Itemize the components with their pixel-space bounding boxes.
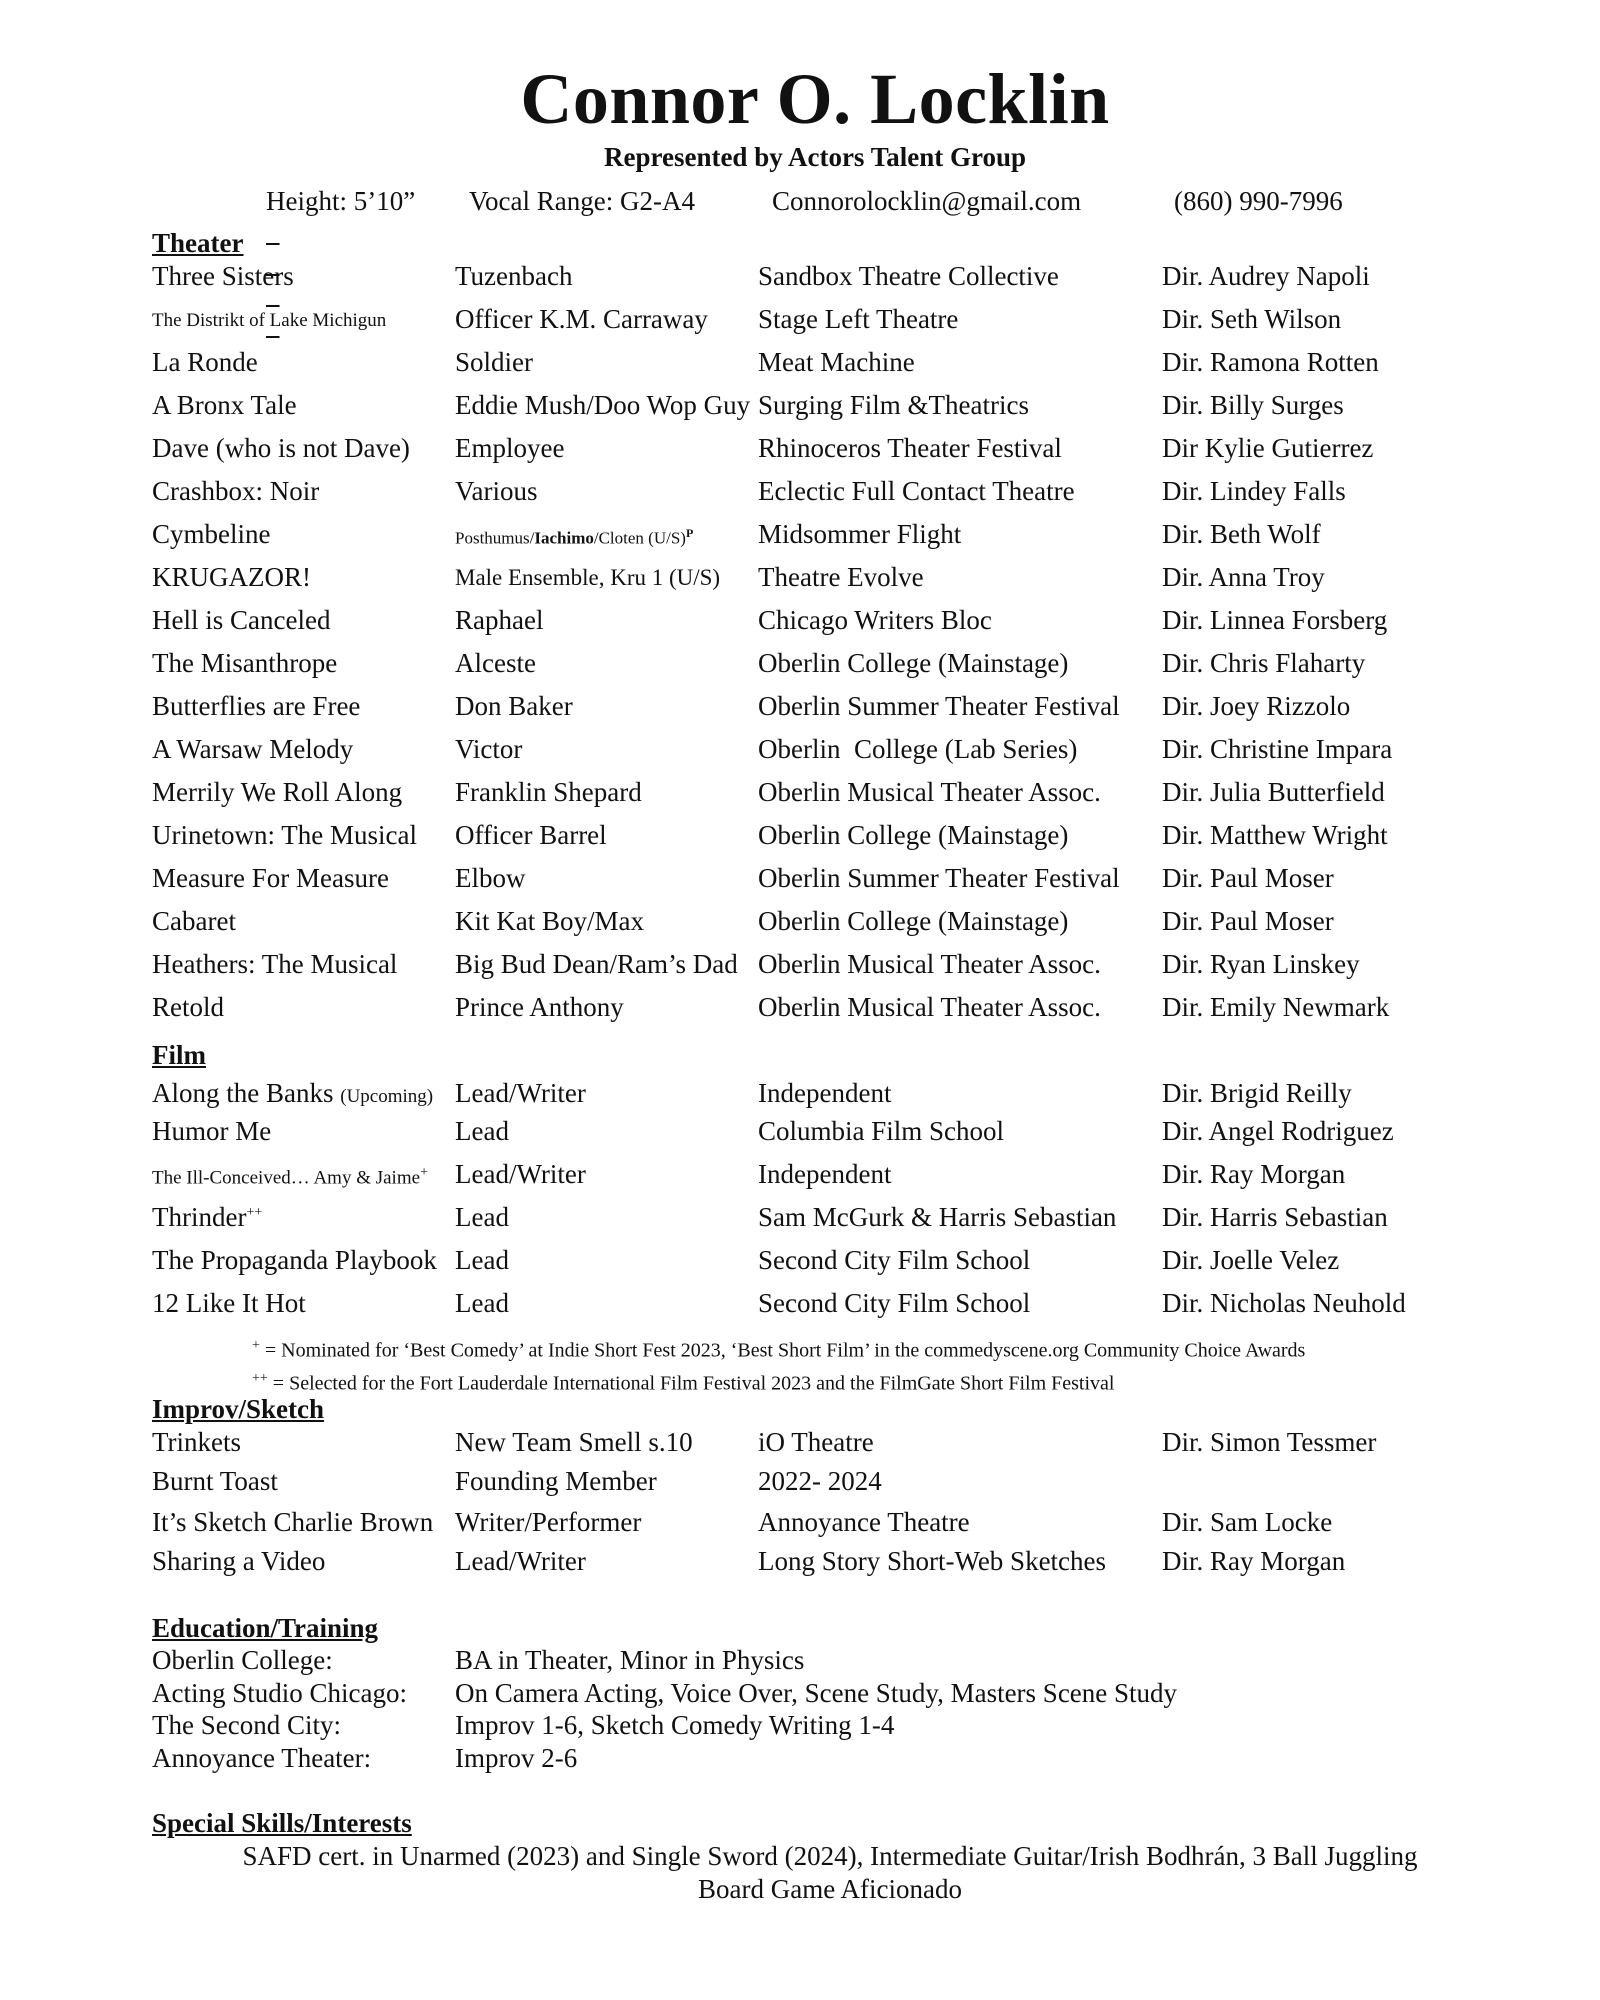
table-row bbox=[152, 691, 1452, 734]
training: On Camera Acting, Voice Over, Scene Study, Masters Scene Study bbox=[455, 1677, 1178, 1708]
company: Independent bbox=[758, 1159, 892, 1189]
role: Big Bud Dean/Ram’s Dad bbox=[455, 949, 738, 979]
table-row bbox=[152, 863, 1452, 906]
table-row bbox=[152, 1245, 1452, 1288]
table-row bbox=[152, 476, 1452, 519]
role: Founding Member bbox=[455, 1466, 657, 1496]
role: Lead bbox=[455, 1288, 509, 1318]
director: Dir. Emily Newmark bbox=[1162, 992, 1390, 1022]
role: Lead bbox=[455, 1116, 509, 1146]
training: Improv 2-6 bbox=[455, 1742, 578, 1773]
table-row bbox=[152, 820, 1452, 863]
table-row bbox=[152, 906, 1452, 949]
show: KRUGAZOR! bbox=[152, 562, 311, 592]
show-note: (Upcoming) bbox=[340, 1086, 434, 1107]
role: Male Ensemble, Kru 1 (U/S) bbox=[455, 565, 721, 590]
table-row bbox=[152, 1427, 1452, 1466]
footnote-mark: ++ bbox=[252, 1370, 268, 1386]
show: A Warsaw Melody bbox=[152, 734, 354, 764]
role: Writer/Performer bbox=[455, 1507, 642, 1537]
school: Acting Studio Chicago: bbox=[152, 1677, 407, 1708]
show: The Distrikt of Lake Michigun bbox=[152, 310, 387, 331]
director: Dir. Ramona Rotten bbox=[1162, 347, 1379, 377]
show: Butterflies are Free bbox=[152, 691, 361, 721]
director: Dir. Julia Butterfield bbox=[1162, 777, 1385, 807]
table-row bbox=[152, 261, 1452, 304]
show: Three Sisters bbox=[152, 261, 294, 291]
director: Dir. Sam Locke bbox=[1162, 1507, 1333, 1537]
company: Oberlin Musical Theater Assoc. bbox=[758, 949, 1101, 979]
table-row bbox=[152, 1202, 1452, 1245]
director: Dir. Brigid Reilly bbox=[1162, 1078, 1352, 1108]
company: Annoyance Theatre bbox=[758, 1507, 970, 1537]
table-row bbox=[152, 390, 1452, 433]
director: Dir. Anna Troy bbox=[1162, 562, 1325, 592]
role: Soldier bbox=[455, 347, 533, 377]
company: Columbia Film School bbox=[758, 1116, 1005, 1146]
director: Dir. Paul Moser bbox=[1162, 863, 1334, 893]
show: Urinetown: The Musical bbox=[152, 820, 417, 850]
director: Dir. Ray Morgan bbox=[1162, 1159, 1346, 1189]
director: Dir. Billy Surges bbox=[1162, 390, 1344, 420]
show: Sharing a Video bbox=[152, 1546, 326, 1576]
table-row bbox=[152, 1078, 1452, 1116]
film-table bbox=[152, 1078, 1452, 1331]
director: Dir. Audrey Napoli bbox=[1162, 261, 1370, 291]
table-row bbox=[152, 1116, 1452, 1159]
table-row bbox=[152, 949, 1452, 992]
role: Employee bbox=[455, 433, 565, 463]
representation: Represented by Actors Talent Group bbox=[603, 142, 1027, 172]
show: It’s Sketch Charlie Brown bbox=[152, 1507, 434, 1537]
show: Trinkets bbox=[152, 1427, 242, 1457]
school: Oberlin College: bbox=[152, 1645, 333, 1675]
director: Dir. Beth Wolf bbox=[1162, 519, 1321, 549]
show-title: Along the Banks bbox=[152, 1078, 334, 1108]
company: Second City Film School bbox=[758, 1245, 1031, 1275]
table-row bbox=[152, 605, 1452, 648]
theater-table bbox=[152, 261, 1452, 1035]
role: Various bbox=[455, 476, 538, 506]
improv-heading: Improv/Sketch bbox=[152, 1394, 325, 1424]
table-row bbox=[152, 304, 1452, 347]
role: Alceste bbox=[455, 648, 536, 678]
show: Cymbeline bbox=[152, 519, 271, 549]
company: Stage Left Theatre bbox=[758, 304, 959, 334]
theater-heading: Theater bbox=[152, 228, 244, 258]
company: Chicago Writers Bloc bbox=[758, 605, 992, 635]
company: Sandbox Theatre Collective bbox=[758, 261, 1059, 291]
role-part: Posthumus/ bbox=[455, 528, 535, 548]
phone: (860) 990-7996 bbox=[1174, 186, 1343, 216]
footnote bbox=[252, 1332, 1305, 1365]
show: Merrily We Roll Along bbox=[152, 777, 403, 807]
film-heading: Film bbox=[152, 1040, 206, 1070]
show: Humor Me bbox=[152, 1116, 272, 1146]
email: Connorolocklin@gmail.com bbox=[772, 186, 1082, 216]
footnote-mark: + bbox=[252, 1338, 260, 1353]
role: Elbow bbox=[455, 863, 526, 893]
table-row bbox=[152, 519, 1452, 562]
table-row bbox=[152, 1466, 1452, 1507]
director: Dir. Matthew Wright bbox=[1162, 820, 1388, 850]
show: The Misanthrope bbox=[152, 648, 338, 678]
director: Dir. Lindey Falls bbox=[1162, 476, 1346, 506]
director: Dir Kylie Gutierrez bbox=[1162, 433, 1374, 463]
director: Dir. Ray Morgan bbox=[1162, 1546, 1346, 1576]
role-part: /Cloten (U/S) bbox=[593, 528, 686, 548]
company: Oberlin Musical Theater Assoc. bbox=[758, 992, 1101, 1022]
role: Lead/Writer bbox=[455, 1078, 586, 1108]
improv-table bbox=[152, 1427, 1452, 1585]
director: Dir. Linnea Forsberg bbox=[1162, 605, 1388, 635]
director: Dir. Joey Rizzolo bbox=[1162, 691, 1351, 721]
show: Hell is Canceled bbox=[152, 605, 331, 635]
table-row bbox=[152, 1288, 1452, 1331]
actor-name: Connor O. Locklin bbox=[520, 59, 1110, 139]
show-superscript: + bbox=[420, 1165, 428, 1180]
show bbox=[152, 1165, 428, 1189]
role: Lead bbox=[455, 1245, 509, 1275]
training: BA in Theater, Minor in Physics bbox=[455, 1645, 805, 1675]
training: Improv 1-6, Sketch Comedy Writing 1-4 bbox=[455, 1710, 895, 1740]
height: Height: 5’10” bbox=[266, 186, 416, 216]
role: Victor bbox=[455, 734, 523, 764]
show-superscript: ++ bbox=[246, 1205, 263, 1220]
table-row bbox=[152, 562, 1452, 605]
table-row bbox=[152, 1546, 1452, 1585]
film-footnotes bbox=[252, 1332, 1305, 1397]
show bbox=[152, 1202, 262, 1233]
director: Dir. Angel Rodriguez bbox=[1162, 1116, 1394, 1146]
company: 2022- 2024 bbox=[758, 1466, 882, 1496]
table-row bbox=[152, 1159, 1452, 1202]
school: Annoyance Theater: bbox=[152, 1742, 372, 1773]
footnote-text: = Nominated for ‘Best Comedy’ at Indie Short Fest 2023, ‘Best Short Film’ in the commedyscene.org Community Choice Awards bbox=[259, 1339, 1306, 1362]
skills-heading: Special Skills/Interests bbox=[152, 1808, 412, 1838]
company: Oberlin College (Mainstage) bbox=[758, 648, 1069, 678]
role bbox=[455, 526, 693, 549]
table-row bbox=[152, 347, 1452, 390]
director: Dir. Simon Tessmer bbox=[1162, 1427, 1377, 1457]
company: Long Story Short-Web Sketches bbox=[758, 1546, 1107, 1576]
show: Crashbox: Noir bbox=[152, 476, 320, 506]
role: Tuzenbach bbox=[455, 261, 573, 291]
role: Lead/Writer bbox=[455, 1159, 586, 1189]
company: iO Theatre bbox=[758, 1427, 874, 1457]
show: La Ronde bbox=[152, 347, 258, 377]
show: Cabaret bbox=[152, 906, 236, 936]
role-part-bold: Iachimo bbox=[534, 528, 594, 548]
company: Rhinoceros Theater Festival bbox=[758, 433, 1062, 463]
company: Oberlin College (Mainstage) bbox=[758, 906, 1069, 936]
director: Dir. Nicholas Neuhold bbox=[1162, 1288, 1406, 1318]
footnote-text: = Selected for the Fort Lauderdale International Film Festival 2023 and the FilmGate Short Film Festival bbox=[267, 1372, 1115, 1395]
show: The Propaganda Playbook bbox=[152, 1245, 437, 1275]
company: Oberlin College (Lab Series) bbox=[758, 734, 1078, 764]
role: Officer Barrel bbox=[455, 820, 607, 850]
director: Dir. Joelle Velez bbox=[1162, 1245, 1340, 1275]
vocal-range: Vocal Range: G2-A4 bbox=[469, 186, 695, 216]
role: New Team Smell s.10 bbox=[455, 1427, 693, 1457]
show: Heathers: The Musical bbox=[152, 949, 398, 979]
company: Surging Film &Theatrics bbox=[758, 390, 1029, 420]
company: Meat Machine bbox=[758, 347, 915, 377]
role: Eddie Mush/Doo Wop Guy bbox=[455, 390, 751, 420]
show-title: The Ill-Conceived… Amy & Jaime bbox=[152, 1167, 421, 1189]
role: Raphael bbox=[455, 605, 544, 635]
director: Dir. Ryan Linskey bbox=[1162, 949, 1360, 979]
table-row bbox=[152, 433, 1452, 476]
table-row bbox=[152, 777, 1452, 820]
skills-line: Board Game Aficionado bbox=[698, 1874, 962, 1904]
director: Dir. Paul Moser bbox=[1162, 906, 1334, 936]
footnote bbox=[252, 1365, 1305, 1398]
company: Oberlin College (Mainstage) bbox=[758, 820, 1069, 850]
table-row bbox=[152, 648, 1452, 691]
show: Measure For Measure bbox=[152, 863, 389, 893]
education-heading: Education/Training bbox=[152, 1613, 379, 1643]
table-row bbox=[152, 1507, 1452, 1546]
skills-list bbox=[0, 1840, 1600, 1906]
company: Second City Film School bbox=[758, 1288, 1031, 1318]
show: Retold bbox=[152, 992, 224, 1022]
table-row bbox=[152, 734, 1452, 777]
show-title: Thrinder bbox=[152, 1202, 247, 1232]
role: Lead/Writer bbox=[455, 1546, 586, 1576]
show: 12 Like It Hot bbox=[152, 1288, 306, 1318]
role: Officer K.M. Carraway bbox=[455, 304, 708, 334]
company: Theatre Evolve bbox=[758, 562, 924, 592]
director: Dir. Chris Flaharty bbox=[1162, 648, 1366, 678]
role: Franklin Shepard bbox=[455, 777, 642, 807]
show: Burnt Toast bbox=[152, 1466, 278, 1496]
company: Midsommer Flight bbox=[758, 519, 962, 549]
skills-line: SAFD cert. in Unarmed (2023) and Single Sword (2024), Intermediate Guitar/Irish Bodhrán, 3 Ball Juggling bbox=[242, 1841, 1418, 1871]
school: The Second City: bbox=[152, 1710, 341, 1740]
company: Oberlin Summer Theater Festival bbox=[758, 691, 1120, 721]
role: Lead bbox=[455, 1202, 509, 1232]
director: Dir. Seth Wilson bbox=[1162, 304, 1342, 334]
role: Kit Kat Boy/Max bbox=[455, 906, 644, 936]
role-superscript: P bbox=[685, 526, 694, 540]
company: Oberlin Musical Theater Assoc. bbox=[758, 777, 1101, 807]
show: A Bronx Tale bbox=[152, 390, 297, 420]
company: Sam McGurk & Harris Sebastian bbox=[758, 1202, 1117, 1232]
company: Oberlin Summer Theater Festival bbox=[758, 863, 1120, 893]
role: Don Baker bbox=[455, 691, 573, 721]
table-row bbox=[152, 992, 1452, 1035]
show: Dave (who is not Dave) bbox=[152, 433, 410, 463]
show bbox=[152, 1078, 433, 1109]
company: Eclectic Full Contact Theatre bbox=[758, 476, 1075, 506]
director: Dir. Christine Impara bbox=[1162, 734, 1393, 764]
director: Dir. Harris Sebastian bbox=[1162, 1202, 1388, 1232]
company: Independent bbox=[758, 1078, 892, 1108]
role: Prince Anthony bbox=[455, 992, 624, 1022]
